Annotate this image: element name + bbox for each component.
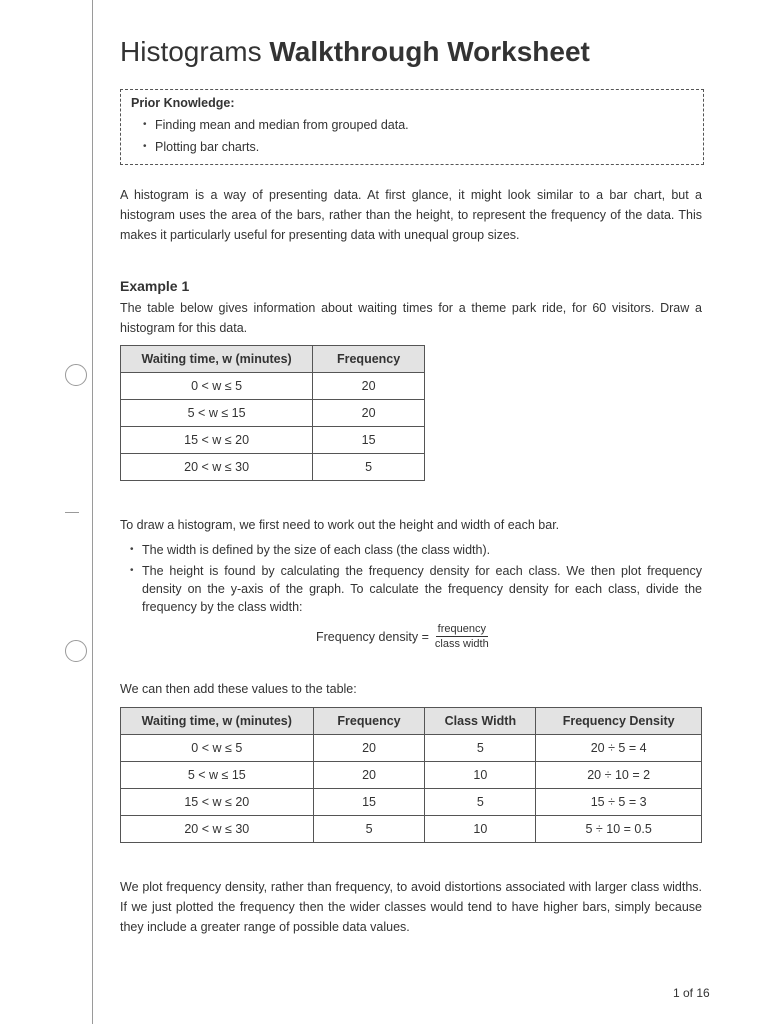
column-header: Frequency <box>313 708 425 735</box>
table-cell: 0 < w ≤ 5 <box>121 373 313 400</box>
page-title <box>120 36 590 68</box>
column-header: Waiting time, w (minutes) <box>121 708 314 735</box>
prior-knowledge-heading: Prior Knowledge: <box>131 96 235 110</box>
table-cell: 5 <box>425 789 536 816</box>
table-cell: 15 < w ≤ 20 <box>121 427 313 454</box>
table-cell: 20 <box>313 373 425 400</box>
prior-knowledge-item: • Finding mean and median from grouped data. <box>143 116 693 134</box>
table-row <box>121 454 425 481</box>
table-cell: 10 <box>425 762 536 789</box>
table-cell: 0 < w ≤ 5 <box>121 735 314 762</box>
column-header: Frequency Density <box>536 708 702 735</box>
method-bullets <box>130 541 702 619</box>
prior-knowledge-box <box>120 89 704 165</box>
table-cell: 15 ÷ 5 = 3 <box>536 789 702 816</box>
table-cell: 20 ÷ 5 = 4 <box>536 735 702 762</box>
table-cell: 15 <box>313 427 425 454</box>
method-bullet: • The height is found by calculating the frequency density for each class. We then plot frequency density on the y-axis of the graph. To calculate the frequency density for each class, divide the frequency by the class width: <box>130 562 702 616</box>
table-row <box>121 789 702 816</box>
table-cell: 20 < w ≤ 30 <box>121 816 314 843</box>
table-row <box>121 373 425 400</box>
title-regular: Histograms <box>120 36 262 67</box>
title-bold: Walkthrough Worksheet <box>269 36 590 67</box>
fold-mark <box>65 512 79 513</box>
method-bullet: • The width is defined by the size of each class (the class width). <box>130 541 702 559</box>
table-cell: 5 <box>425 735 536 762</box>
table-row <box>121 762 702 789</box>
margin-line <box>92 0 93 1024</box>
column-header: Frequency <box>313 346 425 373</box>
table-cell: 5 < w ≤ 15 <box>121 400 313 427</box>
table-header-row <box>121 708 702 735</box>
formula-denominator: class width <box>434 638 489 650</box>
intro-paragraph: A histogram is a way of presenting data. At first glance, it might look similar to a bar chart, but a histogram uses the area of the bars, rather than the height, to represent the frequency of the data. This makes it particularly useful for presenting data with unequal group sizes. <box>120 188 702 242</box>
punch-hole-bottom <box>65 640 87 662</box>
table-cell: 20 <box>313 400 425 427</box>
table-header-row <box>121 346 425 373</box>
table2-intro: We can then add these values to the table: <box>120 682 357 696</box>
table-row <box>121 735 702 762</box>
column-header: Class Width <box>425 708 536 735</box>
table-cell: 5 ÷ 10 = 0.5 <box>536 816 702 843</box>
method-intro: To draw a histogram, we first need to work out the height and width of each bar. <box>120 518 560 532</box>
table-row <box>121 400 425 427</box>
column-header: Waiting time, w (minutes) <box>121 346 313 373</box>
table-cell: 20 ÷ 10 = 2 <box>536 762 702 789</box>
table-cell: 5 <box>313 454 425 481</box>
closing-paragraph: We plot frequency density, rather than frequency, to avoid distortions associated with larger class widths. If we just plotted the frequency then the wider classes would tend to have higher bars, simply because they include a greater range of possible data values. <box>120 880 702 934</box>
frequency-density-table <box>120 707 702 843</box>
table-row <box>121 816 702 843</box>
table-cell: 15 < w ≤ 20 <box>121 789 314 816</box>
table-row <box>121 427 425 454</box>
prior-knowledge-list <box>131 116 693 156</box>
page-number: 1 of 16 <box>673 986 710 1000</box>
example-heading: Example 1 <box>120 278 190 294</box>
table-cell: 20 <box>313 735 425 762</box>
table-cell: 20 < w ≤ 30 <box>121 454 313 481</box>
table-cell: 10 <box>425 816 536 843</box>
table-cell: 15 <box>313 789 425 816</box>
formula-label: Frequency density = <box>316 629 429 644</box>
punch-hole-top <box>65 364 87 386</box>
table-cell: 20 <box>313 762 425 789</box>
prior-knowledge-item: • Plotting bar charts. <box>143 138 693 156</box>
table-cell: 5 < w ≤ 15 <box>121 762 314 789</box>
frequency-density-formula <box>316 622 491 651</box>
waiting-time-table <box>120 345 425 481</box>
example-description: The table below gives information about waiting times for a theme park ride, for 60 visitors. Draw a histogram for this data. <box>120 301 702 335</box>
formula-numerator: frequency <box>437 623 486 635</box>
table-cell: 5 <box>313 816 425 843</box>
formula-fraction <box>433 622 491 651</box>
